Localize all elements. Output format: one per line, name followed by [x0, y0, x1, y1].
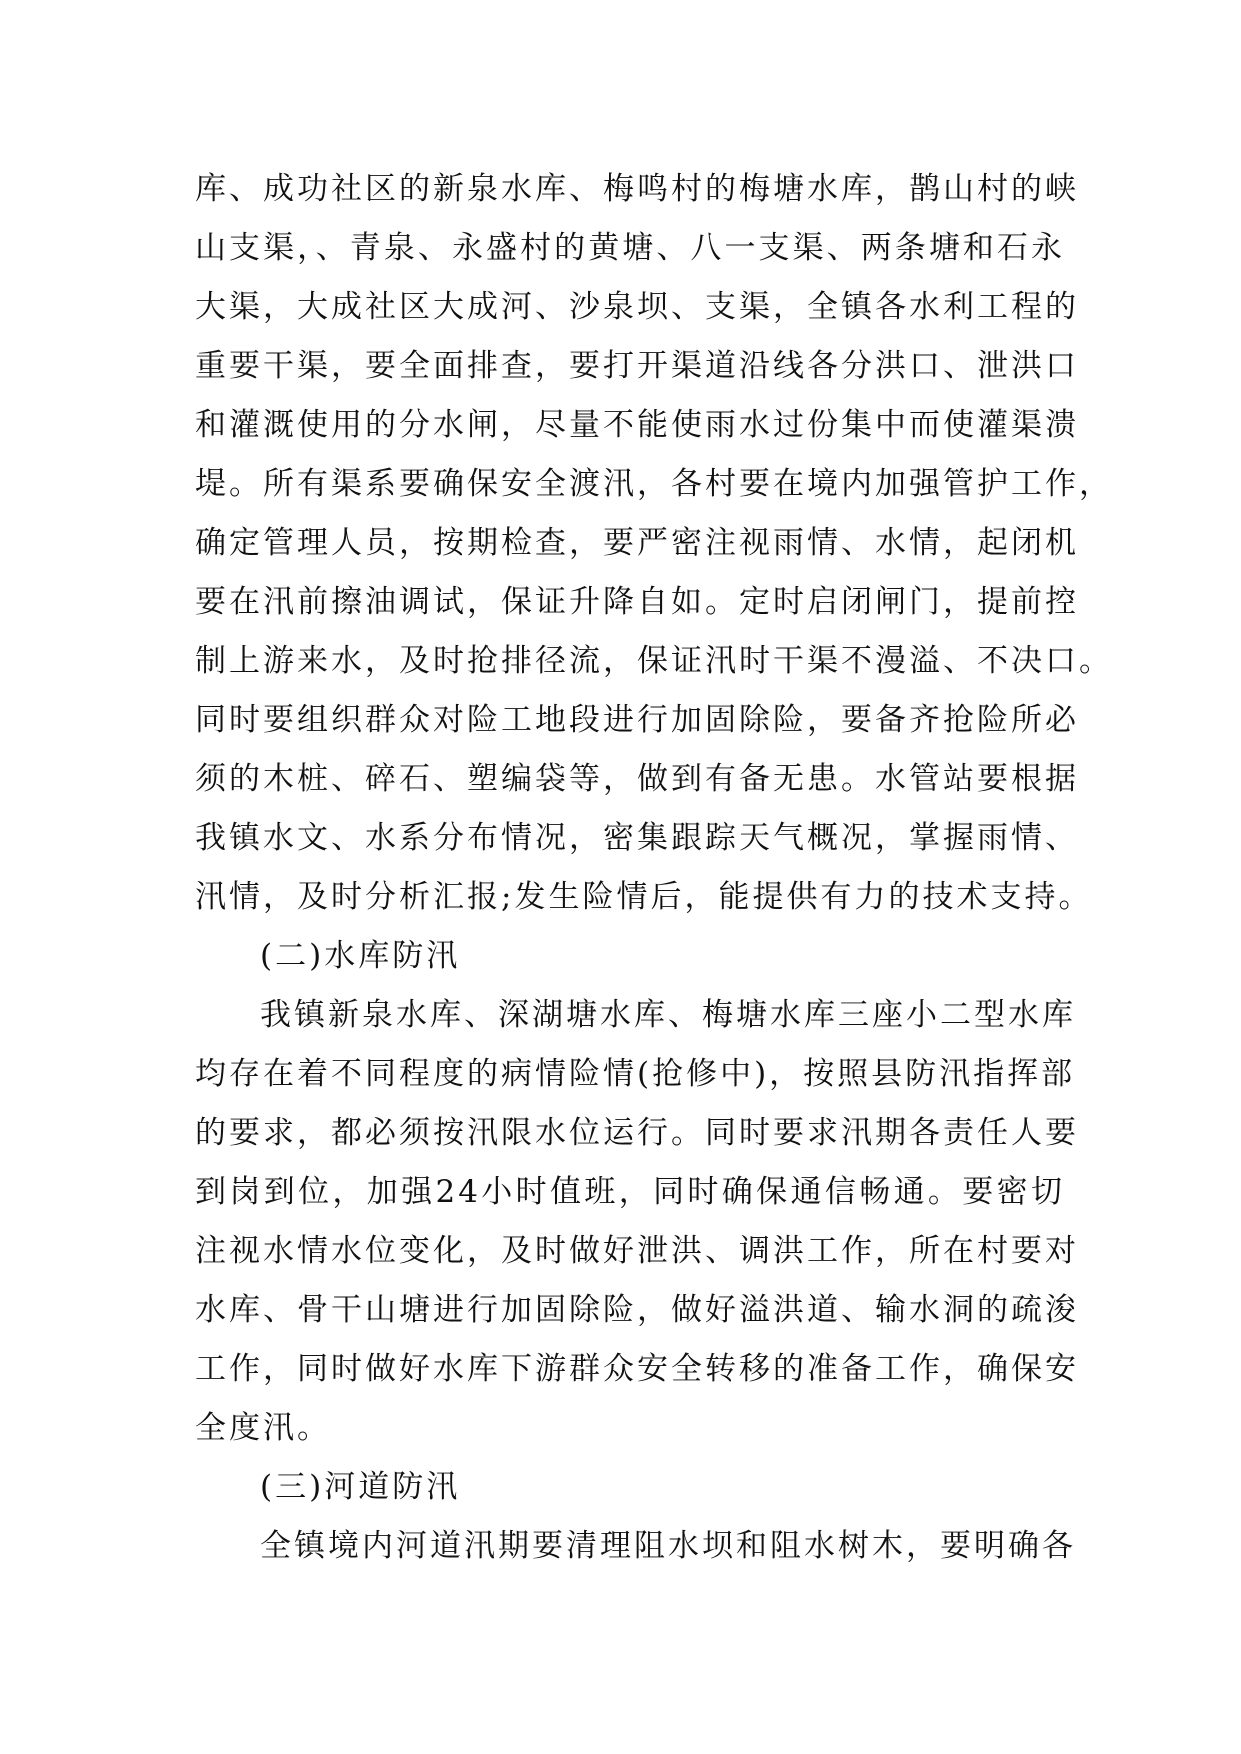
text-line: 全度汛。 [195, 1410, 331, 1446]
text-line: 大渠，大成社区大成河、沙泉坝、支渠，全镇各水利工程的 [195, 289, 1079, 325]
text-line: 制上游来水，及时抢排径流，保证汛时干渠不漫溢、不决口。 [195, 643, 1113, 679]
section-heading: (二)水库防汛 [260, 938, 461, 974]
text-line: 工作，同时做好水库下游群众安全转移的准备工作，确保安 [195, 1351, 1079, 1387]
text-line: 确定管理人员，按期检查，要严密注视雨情、水情，起闭机 [195, 525, 1079, 561]
text-line: 全镇境内河道汛期要清理阻水坝和阻水树木，要明确各 [260, 1528, 1076, 1564]
text-line: 和灌溉使用的分水闸，尽量不能使雨水过份集中而使灌渠溃 [195, 407, 1079, 443]
text-line: 库、成功社区的新泉水库、梅鸣村的梅塘水库，鹊山村的峡 [195, 171, 1079, 207]
text-line: 注视水情水位变化，及时做好泄洪、调洪工作，所在村要对 [195, 1233, 1079, 1269]
text-line: 要在汛前擦油调试，保证升降自如。定时启闭闸门，提前控 [195, 584, 1079, 620]
section-heading: (三)河道防汛 [260, 1469, 461, 1505]
text-line: 同时要组织群众对险工地段进行加固除险，要备齐抢险所必 [195, 702, 1079, 738]
body-text [195, 160, 1113, 1576]
text-line: 汛情，及时分析汇报;发生险情后，能提供有力的技术支持。 [195, 879, 1093, 915]
text-line: 我镇新泉水库、深湖塘水库、梅塘水库三座小二型水库 [260, 997, 1076, 1033]
text-line: 到岗到位，加强24小时值班，同时确保通信畅通。要密切 [195, 1174, 1065, 1210]
text-line: 重要干渠，要全面排查，要打开渠道沿线各分洪口、泄洪口 [195, 348, 1079, 384]
text-line: 须的木桩、碎石、塑编袋等，做到有备无患。水管站要根据 [195, 761, 1079, 797]
text-line: 山支渠，、青泉、永盛村的黄塘、八一支渠、两条塘和石永 [195, 230, 1065, 266]
text-line: 均存在着不同程度的病情险情(抢修中)，按照县防汛指挥部 [195, 1056, 1076, 1092]
text-line: 堤。所有渠系要确保安全渡汛，各村要在境内加强管护工作， [195, 466, 1113, 502]
text-line: 水库、骨干山塘进行加固除险，做好溢洪道、输水洞的疏浚 [195, 1292, 1079, 1328]
text-line: 我镇水文、水系分布情况，密集跟踪天气概况，掌握雨情、 [195, 820, 1079, 856]
text-line: 的要求，都必须按汛限水位运行。同时要求汛期各责任人要 [195, 1115, 1079, 1151]
